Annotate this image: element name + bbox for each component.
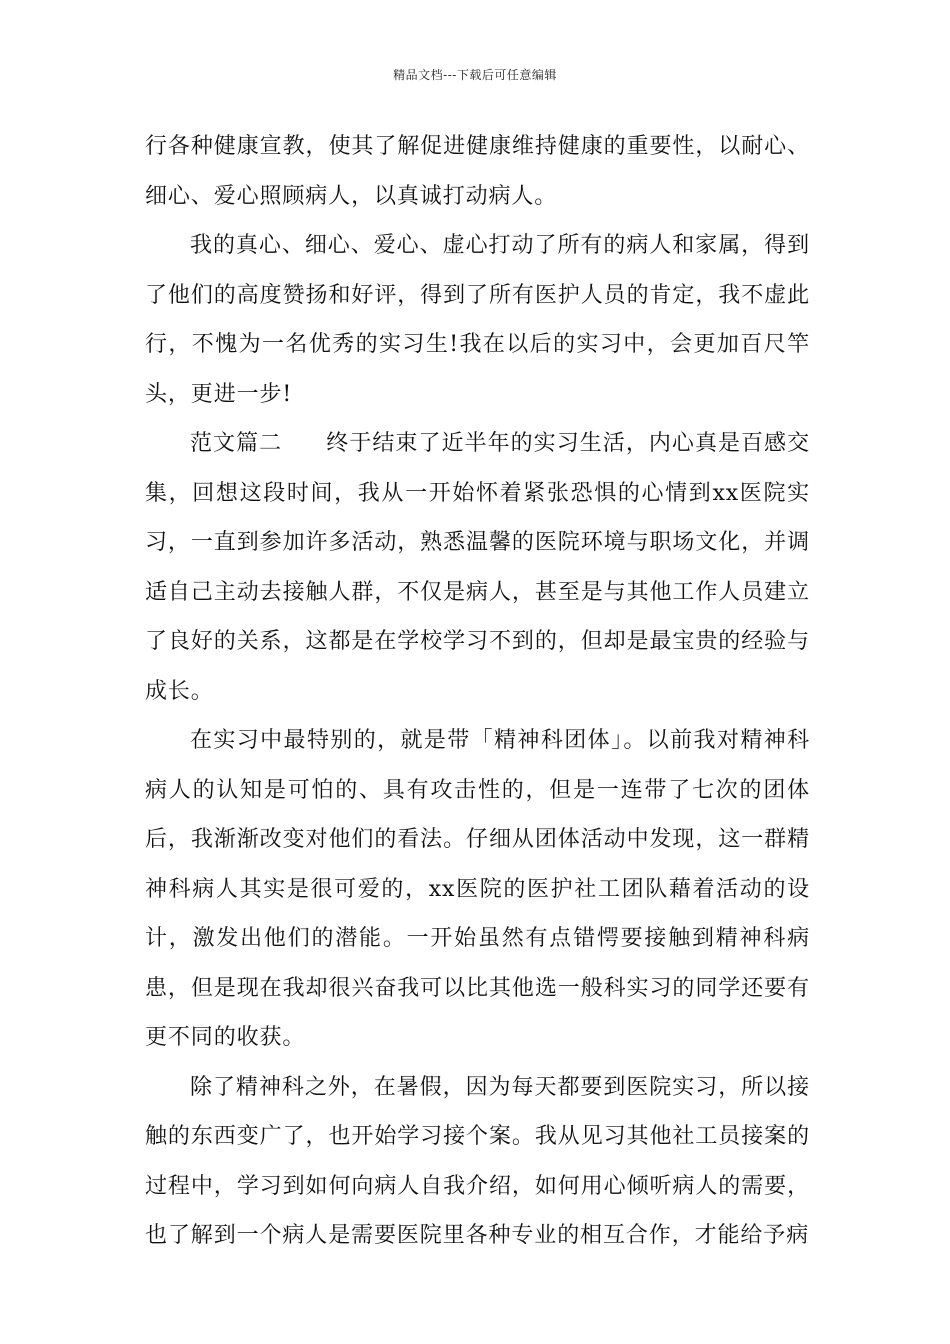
paragraph-3 — [145, 419, 810, 716]
paragraph-5-text: 除了精神科之外，在暑假，因为每天都要到医院实习，所以接触的东西变广了，也开始学习接个案。我从见习其他社工员接案的过程中，学习到如何向病人自我介绍，如何用心倾听病人的需要，也了解到一个病人是需要医院里各种专业的相互合作，才能给予病 — [145, 1074, 810, 1248]
paragraph-2-text: 我的真心、细心、爱心、虚心打动了所有的病人和家属，得到了他们的高度赞扬和好评，得到了所有医护人员的肯定，我不虚此行，不愧为一名优秀的实习生!我在以后的实习中，会更加百尺竿头，更进一步! — [145, 233, 810, 407]
section-label: 范文篇二 — [190, 431, 283, 456]
document-body — [145, 122, 810, 1261]
paragraph-1 — [145, 122, 810, 221]
paragraph-1-text: 行各种健康宣教，使其了解促进健康维持健康的重要性，以耐心、细心、爱心照顾病人，以真诚打动病人。 — [145, 134, 810, 209]
paragraph-2 — [145, 221, 810, 419]
paragraph-5 — [145, 1063, 810, 1261]
paragraph-3-text: 终于结束了近半年的实习生活，内心真是百感交集，回想这段时间，我从一开始怀着紧张恐惧的心情到xx医院实习，一直到参加许多活动，熟悉温馨的医院环境与职场文化，并调适自己主动去接触人群，不仅是病人，甚至是与其他工作人员建立了良好的关系，这都是在学校学习不到的，但却是最宝贵的经验与成长。 — [145, 431, 811, 704]
paragraph-4 — [145, 716, 810, 1063]
page-header: 精品文档---下载后可任意编辑 — [393, 68, 557, 82]
paragraph-4-text: 在实习中最特别的，就是带「精神科团体」。以前我对精神科病人的认知是可怕的、具有攻击性的，但是一连带了七次的团体后，我渐渐改变对他们的看法。仔细从团体活动中发现，这一群精神科病人其实是很可爱的，xx医院的医护社工团队藉着活动的设计，激发出他们的潜能。一开始虽然有点错愕要接触到精神科病患，但是现在我却很兴奋我可以比其他选一般科实习的同学还要有更不同的收获。 — [145, 728, 810, 1050]
